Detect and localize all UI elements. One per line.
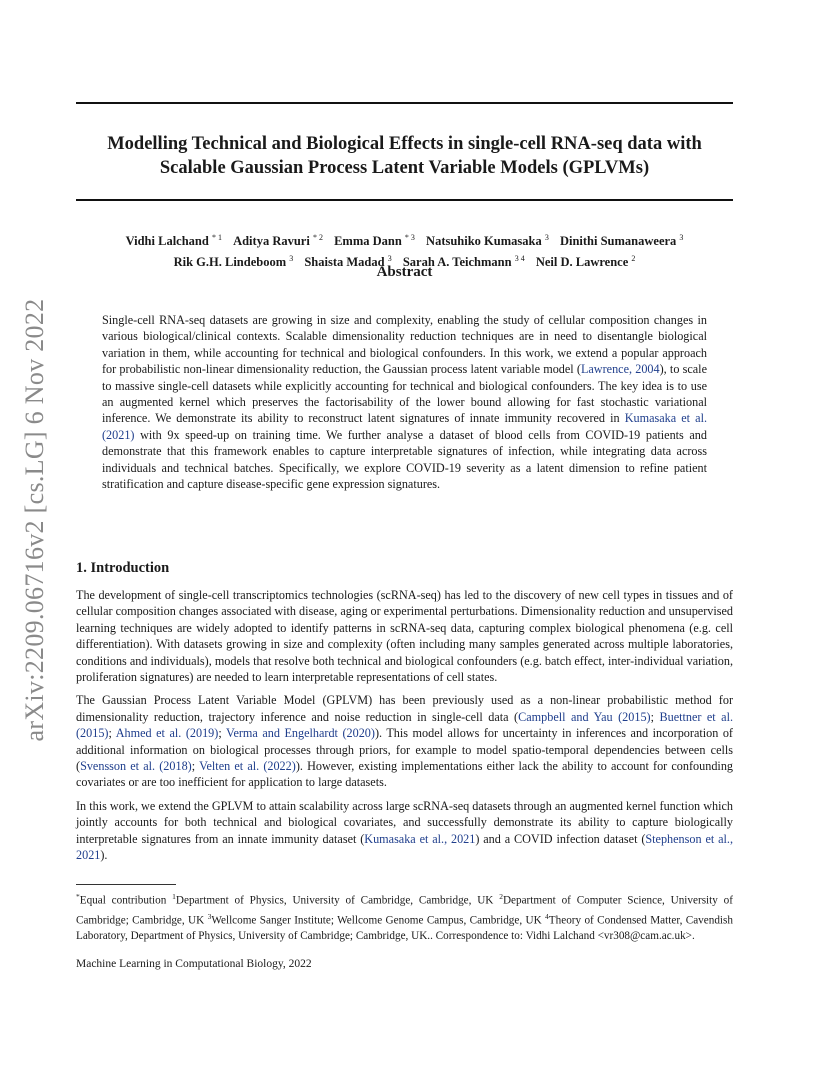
author-affiliation: * 1 (211, 233, 222, 242)
citation-link[interactable]: Buettner et al. (2015) (76, 709, 733, 741)
footnote-mark: 4 (545, 911, 549, 921)
author-name: Emma Dann (334, 234, 402, 249)
author (560, 234, 683, 248)
author-name: Vidhi Lalchand (125, 234, 209, 249)
author-name: Neil D. Lawrence (535, 255, 629, 270)
author-name: Rik G.H. Lindeboom (173, 255, 287, 270)
citation-link[interactable]: Campbell and Yau (2015) (518, 709, 651, 724)
title-rule-bottom (76, 199, 733, 201)
text-segment: ; (218, 726, 227, 741)
text-segment: In this work, we extend the GPLVM to attain scalability across large scRNA-seq datasets through an augmented kernel function which jointly accounts for both technical and biological covariates, and successfully demonstrate its ability to capture biologically interpretable signatures from an innate immunity dataset ( (76, 798, 733, 846)
intro-paragraph-1: The development of single-cell transcriptomics technologies (scRNA-seq) has led to the discovery of new cell types in tissues and of cellular composition changes associated with disease, aging or experimental perturbations. Dimensionality reduction and unsupervised learning techniques are widely adopted to identify patterns in scRNA-seq data, capturing complex biological phenomena (e.g. cell differentiation). With datasets growing in size and complexity (often including many samples generated across multiple laboratories, conditions and individuals), models that resolve both technical and biological confounders (e.g. batch effect, inter-individual variation, proliferation signatures) are needed to learn interpretable representations of cell states. (76, 588, 733, 685)
footnote-mark: 2 (499, 892, 503, 901)
abstract-text-segment: with 9x speed-up on training time. We further analyse a dataset of blood cells from COVID-19 patients and demonstrate that this framework enables to capture interpretable signatures of infection, while integrating data across individuals and technical batches. Specifically, we explore COVID-19 severity as a latent dimension to refine patient stratification and capture disease-specific gene expression signatures. (102, 427, 707, 492)
author-name: Dinithi Sumanaweera (559, 234, 677, 249)
abstract-heading: Abstract (376, 264, 433, 280)
footnote-text: Department of Physics, University of Cambridge, Cambridge, UK (175, 894, 500, 907)
author (126, 234, 222, 248)
author (233, 234, 323, 248)
text-segment: ). However, existing implementations either lack the ability to account for confounding covariates or are too inefficient for application to large datasets. (76, 759, 734, 790)
text-segment: ; (650, 709, 660, 724)
citation-link[interactable]: Svensson et al. (2018) (80, 759, 192, 774)
footnote-mark: 3 (207, 911, 212, 921)
introduction-body (76, 587, 733, 871)
author-affiliation: 3 (289, 254, 294, 264)
abstract-text (102, 312, 707, 492)
footnote-text: Equal contribution (79, 894, 173, 907)
citation-link[interactable]: Kumasaka et al., 2021 (364, 831, 476, 846)
author-row-1 (76, 229, 733, 250)
intro-paragraph-3 (76, 798, 733, 864)
text-segment: ; (108, 726, 116, 741)
citation-link[interactable]: Lawrence, 2004 (580, 362, 660, 377)
author-name: Shaista Madad (304, 255, 385, 270)
author (334, 234, 415, 248)
intro-paragraph-2 (76, 692, 733, 790)
author-affiliation: 3 4 (514, 254, 525, 264)
text-segment: ). This model allows for uncertainty in inferences and incorporation of additional information on biological processes through priors, for example to model spatio-temporal dependencies between cells ( (76, 726, 733, 774)
section-heading-introduction: 1. Introduction (76, 560, 170, 576)
text-segment: ). (100, 848, 108, 863)
author-affiliation: 2 (631, 254, 636, 264)
citation-link[interactable]: Stephenson et al., 2021 (76, 831, 733, 863)
text-segment: ; (191, 759, 200, 774)
author-name: Natsuhiko Kumasaka (426, 234, 542, 249)
citation-link[interactable]: Velten et al. (2022) (199, 759, 296, 774)
author-name: Aditya Ravuri (233, 234, 310, 249)
text-segment: ) and a COVID infection dataset ( (475, 831, 646, 846)
citation-link[interactable]: Verma and Engelhardt (2020) (226, 726, 375, 741)
venue-note: Machine Learning in Computational Biology, 2022 (76, 958, 312, 970)
text-segment: The Gaussian Process Latent Variable Model (GPLVM) has been previously used as a non-linear probabilistic method for dimensionality reduction, trajectory inference and noise reduction in single-cell data ( (76, 693, 733, 724)
title-line-1: Modelling Technical and Biological Effects in single-cell RNA-seq data with (107, 134, 702, 154)
citation-link[interactable]: Ahmed et al. (2019) (115, 726, 219, 741)
footnote-text: Wellcome Sanger Institute; Wellcome Genome Campus, Cambridge, UK (211, 914, 546, 927)
author-affiliation: 3 (679, 233, 684, 242)
footnote-mark: * (76, 892, 80, 901)
abstract-text-segment: ), to scale to massive single-cell datasets while explicitly accounting for technical and biological confounders. The key idea is to use an augmented kernel which preserves the factorisability of the lower bound allowing for fast stochastic variational inference. We demonstrate its ability to reconstruct latent signatures of innate immunity recovered in (102, 362, 707, 426)
footnote-text: Theory of Condensed Matter, Cavendish Laboratory, Department of Physics, University of Cambridge; Cambridge, UK.. Correspondence to: Vidhi Lalchand <vr308@cam.ac.uk>. (76, 914, 733, 942)
author (426, 234, 549, 248)
citation-link[interactable]: Kumasaka et al. (2021) (102, 411, 708, 442)
abstract-text-segment: Single-cell RNA-seq datasets are growing in size and complexity, enabling the study of cellular composition changes in various biological/clinical contexts. Scalable dimensionality reduction techniques are in need to disentangle biological variation in them, while accounting for technical and biological confounders. In this work, we extend a popular approach for probabilistic non-linear dimensionality reduction, the Gaussian process latent variable model ( (102, 313, 707, 377)
author-affiliation: 3 (544, 233, 549, 242)
author-name: Sarah A. Teichmann (402, 255, 512, 270)
footnote-text: Department of Computer Science, University of Cambridge; Cambridge, UK (76, 894, 733, 927)
footnote-mark: 1 (172, 892, 176, 901)
arxiv-identifier: arXiv:2209.06716v2 [cs.LG] 6 Nov 2022 (20, 298, 49, 742)
footnote-rule (76, 884, 176, 885)
affiliation-footnote (76, 889, 733, 944)
title-line-2: Scalable Gaussian Process Latent Variable Models (GPLVMs) (159, 158, 650, 178)
author-affiliation: * 3 (404, 233, 415, 242)
author-affiliation: * 2 (312, 233, 323, 242)
author-affiliation: 3 (387, 254, 392, 264)
title-rule-top (76, 102, 733, 104)
paper-title (76, 132, 733, 180)
